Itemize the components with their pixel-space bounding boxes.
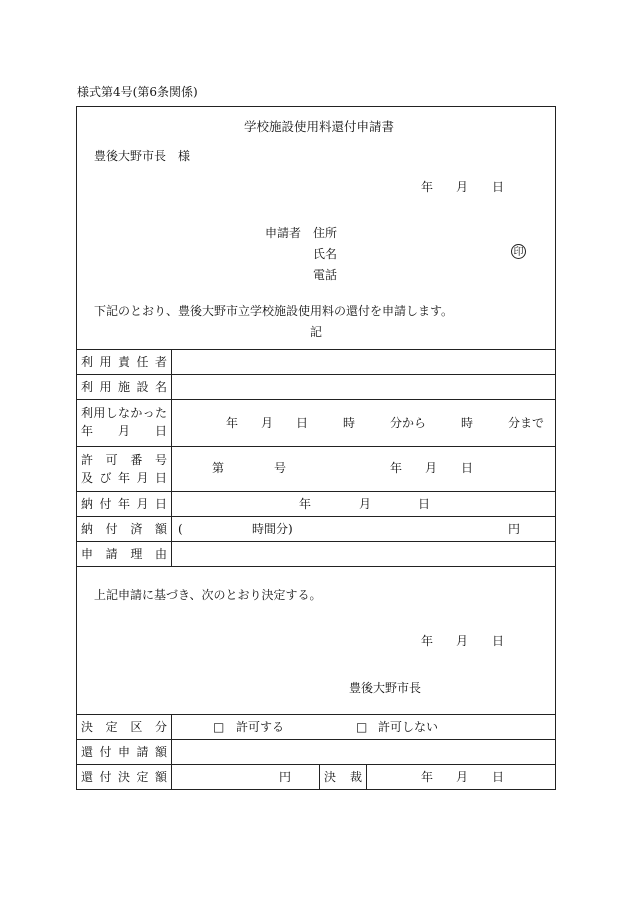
table-column-rule [171, 349, 172, 566]
addressee: 豊後大野市長 様 [94, 149, 191, 163]
form-title: 学校施設使用料還付申請書 [244, 119, 395, 134]
kessai-month: 月 [456, 770, 469, 784]
table-rule [76, 446, 556, 447]
applicant-address-label: 住所 [313, 226, 338, 240]
table-rule [76, 349, 556, 350]
paid-hours: 時間分) [252, 522, 293, 536]
applicant-name-label: 氏名 [313, 247, 338, 261]
kessai-day: 日 [492, 770, 505, 784]
permit-dai: 第 [212, 461, 225, 475]
checkbox-permit-icon[interactable]: □ [213, 720, 225, 734]
table-column-rule [319, 764, 320, 790]
applicant-phone-label: 電話 [313, 268, 338, 282]
kessai-year: 年 [421, 770, 434, 784]
unused-min-until: 分まで [508, 416, 545, 430]
decision-date-year: 年 [421, 634, 434, 648]
unused-year: 年 [226, 416, 239, 430]
unused-min-from: 分から [390, 416, 427, 430]
mayor-signature: 豊後大野市長 [349, 681, 422, 695]
permit-gou: 号 [274, 461, 287, 475]
unused-month: 月 [261, 416, 274, 430]
unused-day: 日 [296, 416, 309, 430]
permit-day: 日 [461, 461, 474, 475]
unused-hour-until: 時 [461, 416, 474, 430]
decision-text: 上記申請に基づき、次のとおり決定する。 [94, 588, 322, 602]
table-rule [76, 764, 556, 765]
paid-yen: 円 [508, 522, 521, 536]
label-paid-amount: 納 付 済 額 [81, 522, 167, 536]
pay-day: 日 [418, 497, 431, 511]
table-rule [76, 516, 556, 517]
date-day: 日 [492, 180, 505, 194]
unused-hour-from: 時 [343, 416, 356, 430]
form-frame [76, 106, 556, 790]
label-decision: 決 定 区 分 [81, 720, 167, 734]
label-facility: 利 用 施 設 名 [81, 380, 167, 394]
option-deny-label: 許可しない [378, 720, 439, 734]
label-responsible: 利 用 責 任 者 [81, 355, 167, 369]
table-rule [76, 491, 556, 492]
paid-paren-open: ( [178, 522, 183, 536]
pay-month: 月 [359, 497, 372, 511]
table-rule [76, 714, 556, 715]
option-permit-label: 許可する [236, 720, 285, 734]
label-kessai: 決 裁 [324, 770, 362, 784]
table-rule [76, 566, 556, 567]
request-text: 下記のとおり、豊後大野市立学校施設使用料の還付を申請します。 [94, 304, 454, 318]
date-month: 月 [456, 180, 469, 194]
table-rule [76, 399, 556, 400]
label-pay-date: 納 付 年 月 日 [81, 497, 167, 511]
refund-decision-yen: 円 [279, 770, 292, 784]
ki-mark: 記 [310, 325, 323, 339]
date-year: 年 [421, 180, 434, 194]
label-refund-decision: 還 付 決 定 額 [81, 770, 167, 784]
seal-mark: 印 [511, 244, 526, 259]
label-permit-line1: 許 可 番 号 [81, 453, 167, 467]
decision-date-month: 月 [456, 634, 469, 648]
table-rule [76, 374, 556, 375]
permit-year: 年 [390, 461, 403, 475]
label-unused-line1: 利 用 し な か っ た [81, 406, 167, 420]
table-column-rule [366, 764, 367, 790]
label-reason: 申 請 理 由 [81, 547, 167, 561]
table-rule [76, 739, 556, 740]
pay-year: 年 [299, 497, 312, 511]
decision-date-day: 日 [492, 634, 505, 648]
label-refund-request: 還 付 申 請 額 [81, 745, 167, 759]
table-column-rule [171, 714, 172, 790]
permit-month: 月 [425, 461, 438, 475]
table-rule [76, 541, 556, 542]
form-id: 様式第4号(第6条関係) [77, 85, 198, 99]
label-permit-line2: 及 び 年 月 日 [81, 471, 167, 485]
label-unused-line2: 年 月 日 [81, 424, 167, 438]
checkbox-deny-icon[interactable]: □ [356, 720, 368, 734]
applicant-role: 申請者 [265, 226, 302, 240]
